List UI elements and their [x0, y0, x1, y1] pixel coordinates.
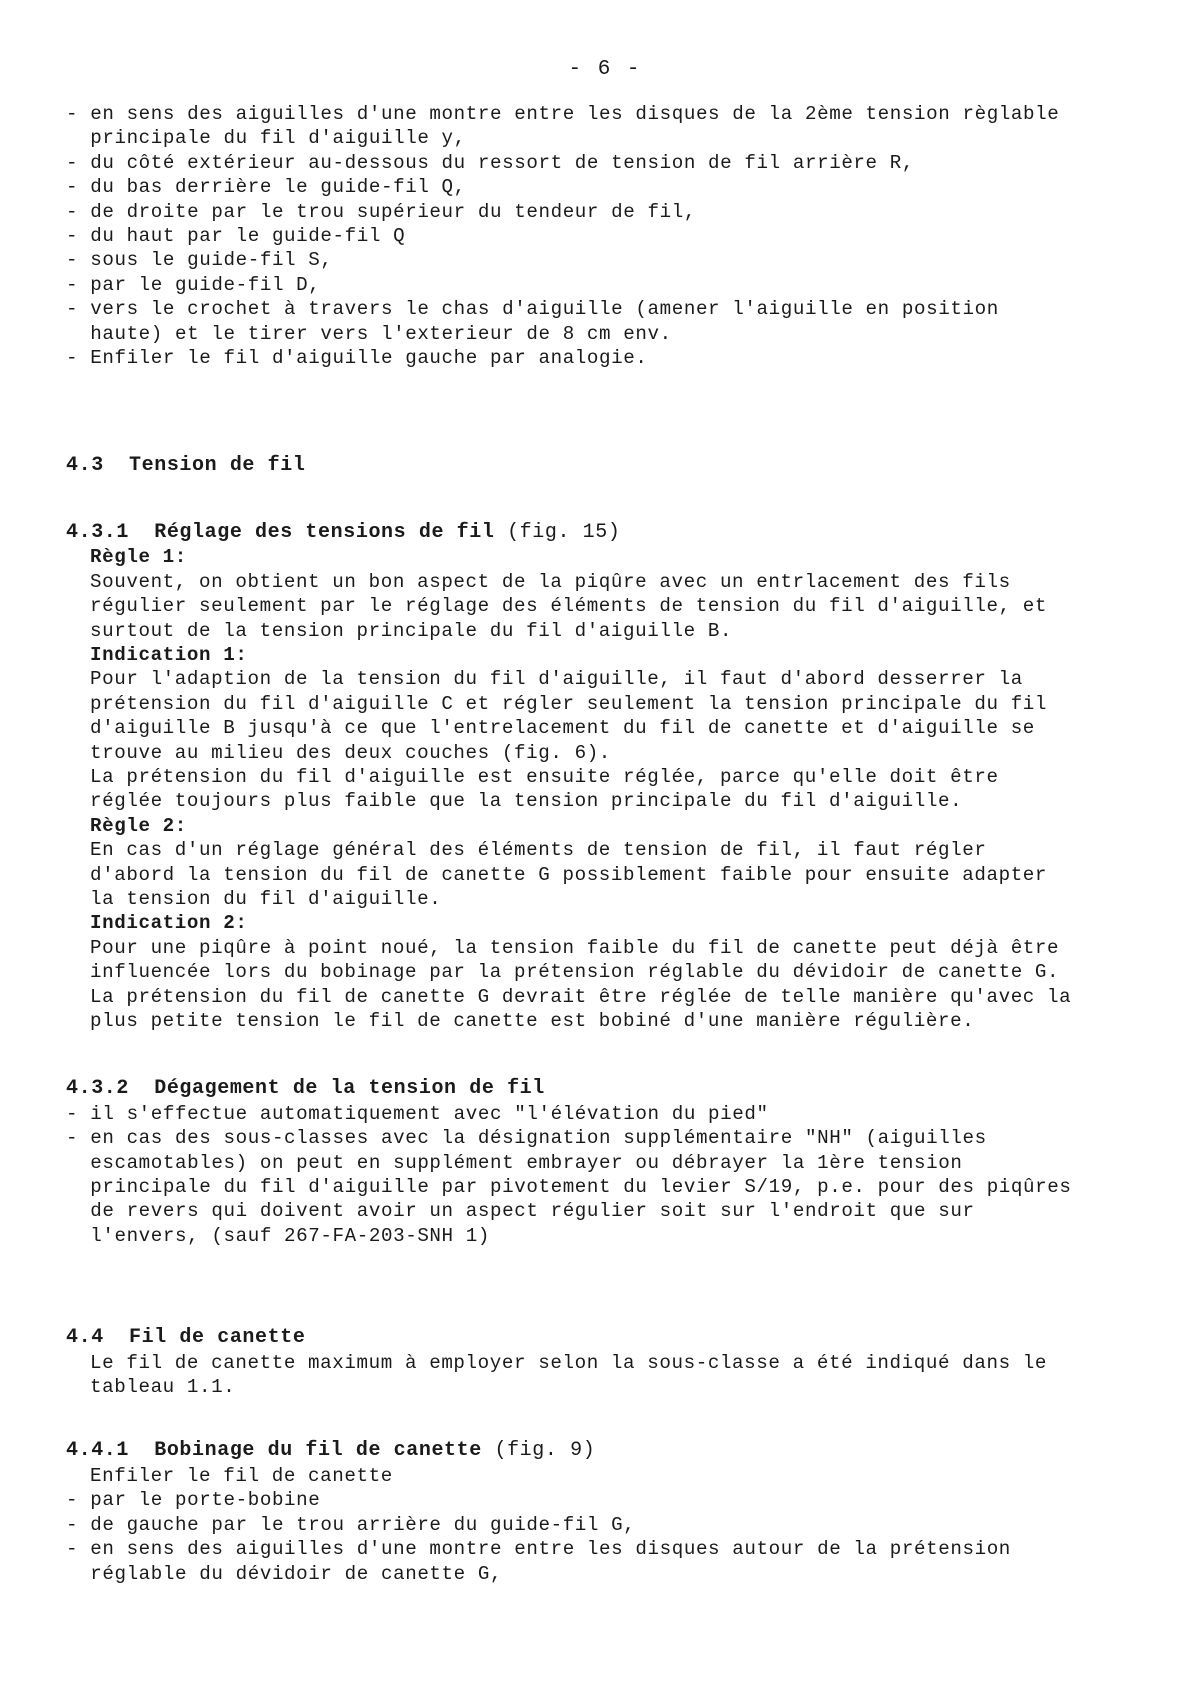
list-item: - par le guide-fil D,	[66, 273, 321, 296]
list-item: - en sens des aiguilles d'une montre entre les disques de la 2ème tension règlable	[66, 103, 1060, 125]
paragraph-line: Enfiler le fil de canette	[90, 1464, 393, 1487]
section-heading-4-4: 4.4 Fil de canette	[66, 1326, 306, 1350]
list-item: - en sens des aiguilles d'une montre entre les disques autour de la prétension	[66, 1538, 1011, 1561]
list-item: - de droite par le trou supérieur du tendeur de fil,	[66, 200, 696, 223]
paragraph-line: la tension du fil d'aiguille.	[90, 887, 442, 910]
paragraph-line: Le fil de canette maximum à employer selon la sous-classe a été indiqué dans le	[90, 1351, 1048, 1374]
paragraph-line: plus petite tension le fil de canette est bobiné d'une manière régulière.	[90, 1010, 975, 1032]
paragraph-line: tableau 1.1.	[90, 1376, 236, 1399]
note-2-title: Indication 2:	[90, 912, 248, 935]
section-heading-4-3: 4.3 Tension de fil	[66, 454, 306, 478]
list-item: principale du fil d'aiguille y,	[66, 127, 466, 150]
list-item: réglable du dévidoir de canette G,	[66, 1562, 503, 1585]
threading-list	[66, 102, 1116, 370]
paragraph-line: d'aiguille B jusqu'à ce que l'entrelacement du fil de canette et d'aiguille se	[90, 717, 1035, 740]
paragraph-line: surtout de la tension principale du fil d'aiguille B.	[90, 619, 733, 642]
list-item: principale du fil d'aiguille par pivotement du levier S/19, p.e. pour des piqûres	[66, 1176, 1072, 1199]
list-item: - Enfiler le fil d'aiguille gauche par analogie.	[66, 347, 648, 370]
paragraph-line: Pour une piqûre à point noué, la tension faible du fil de canette peut déjà être	[90, 936, 1060, 959]
section-title: 4.4.1 Bobinage du fil de canette	[66, 1439, 482, 1463]
paragraph-line: La prétension du fil d'aiguille est ensuite réglée, parce qu'elle doit être	[90, 765, 999, 788]
list-item: escamotables) on peut en supplément embrayer ou débrayer la 1ère tension	[66, 1151, 963, 1174]
list-item: l'envers, (sauf 267-FA-203-SNH 1)	[66, 1224, 491, 1247]
paragraph-line: prétension du fil d'aiguille C et régler seulement la tension principale du fil	[90, 692, 1048, 715]
list-item: - par le porte-bobine	[66, 1489, 321, 1512]
paragraph-line: Pour l'adaption de la tension du fil d'aiguille, il faut d'abord desserrer la	[90, 668, 1023, 691]
figure-reference: (fig. 9)	[481, 1439, 596, 1463]
rule-1-title: Règle 1:	[90, 546, 187, 569]
list-item: - du côté extérieur au-dessous du ressort de tension de fil arrière R,	[66, 151, 915, 174]
paragraph-line: trouve au milieu des deux couches (fig. 6).	[90, 741, 611, 764]
list-item: haute) et le tirer vers l'exterieur de 8 cm env.	[66, 322, 672, 345]
section-body-4-4	[66, 1351, 1116, 1400]
section-heading-4-4-1	[66, 1439, 1116, 1463]
section-body-4-3-2	[66, 1102, 1116, 1248]
paragraph-line: réglée toujours plus faible que la tension principale du fil d'aiguille.	[90, 790, 963, 813]
paragraph-line: influencée lors du bobinage par la prétension réglable du dévidoir de canette G.	[90, 961, 1060, 984]
page-content	[66, 102, 1116, 1586]
paragraph-line: La prétension du fil de canette G devrait être réglée de telle manière qu'avec la	[90, 985, 1072, 1008]
section-heading-4-3-2: 4.3.2 Dégagement de la tension de fil	[66, 1077, 545, 1101]
list-item: - sous le guide-fil S,	[66, 249, 333, 272]
list-item: de revers qui doivent avoir un aspect régulier soit sur l'endroit que sur	[66, 1200, 975, 1223]
paragraph-line: régulier seulement par le réglage des éléments de tension du fil d'aiguille, et	[90, 595, 1048, 618]
list-item: - du haut par le guide-fil Q	[66, 225, 406, 248]
list-item: - vers le crochet à travers le chas d'aiguille (amener l'aiguille en position	[66, 298, 999, 321]
section-title: 4.3.1 Réglage des tensions de fil	[66, 520, 495, 544]
section-heading-4-3-1	[66, 521, 1116, 545]
paragraph-line: Souvent, on obtient un bon aspect de la piqûre avec un entrlacement des fils	[90, 570, 1011, 593]
note-1-title: Indication 1:	[90, 643, 248, 666]
list-item: - il s'effectue automatiquement avec "l'élévation du pied"	[66, 1102, 769, 1125]
figure-reference: (fig. 15)	[494, 520, 621, 544]
page-number: - 6 -	[568, 58, 642, 81]
list-item: - en cas des sous-classes avec la désignation supplémentaire "NH" (aiguilles	[66, 1127, 987, 1150]
rule-2-title: Règle 2:	[90, 814, 187, 837]
paragraph-line: En cas d'un réglage général des éléments de tension de fil, il faut régler	[90, 839, 987, 862]
paragraph-line: d'abord la tension du fil de canette G possiblement faible pour ensuite adapter	[90, 863, 1048, 886]
section-body-4-4-1	[66, 1488, 1116, 1586]
section-body-4-3-1	[66, 545, 1116, 1033]
list-item: - du bas derrière le guide-fil Q,	[66, 176, 466, 199]
list-item: - de gauche par le trou arrière du guide-fil G,	[66, 1513, 636, 1536]
